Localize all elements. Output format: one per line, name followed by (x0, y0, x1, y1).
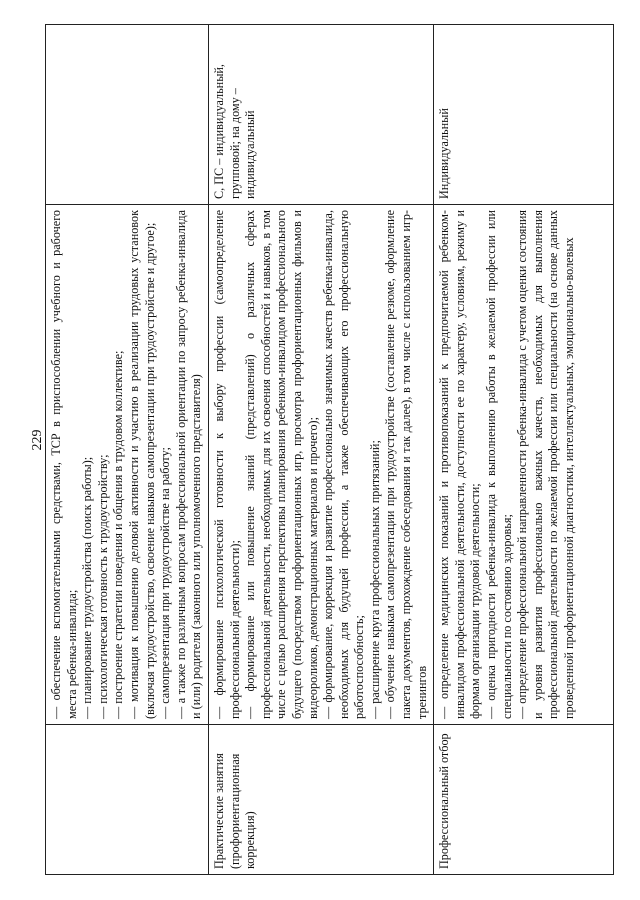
service-name-cell (434, 725, 614, 875)
service-form-cell (434, 25, 614, 205)
table-row (46, 25, 209, 875)
service-form: С, ПС – индивидуальный, групповой; на дому – индивидуальный (211, 64, 258, 199)
rotated-document (45, 25, 600, 875)
body-line: — формирование или повышение знаний (представлений) о различных сферах профессиональной деятельности, необходимых для их освоения способностей и навыков, в том числе с целью расширения перспективы планирования ребенком-инвалидом профессионального будущего (посредством профориентационных игр, просмотра профориентационных фильмов и видеороликов, демонстрационных материалов и прочего); (243, 210, 320, 719)
service-body-cell (208, 205, 433, 725)
service-name: Профессиональный отбор (437, 733, 452, 869)
body-line: — мотивация к повышению деловой активности и участию в реализации трудовых установок (включая трудоустройство, освоение навыков самопрезентации при трудоустройстве и другое); (126, 210, 157, 719)
table-row (434, 25, 614, 875)
body-line: — расширение круга профессиональных притязаний; (367, 440, 382, 719)
service-name: Практические занятия (профориентационная коррекция) (211, 753, 258, 869)
body-line: — обучение навыкам самопрезентации при трудоустройстве (составление резюме, оформление пакета документов, прохождение собеседования и так далее), в том числе с использованием игр-тренингов (383, 210, 429, 719)
body-line: — а также по различным вопросам профессиональной ориентации по запросу ребенка-инвалида и (или) родителя (законного или уполномоченного представителя) (173, 210, 204, 719)
page-number: 229 (30, 429, 45, 451)
body-line: — формирование психологической готовности к выбору профессии (самоопределение профессиональной деятельности); (211, 210, 242, 719)
body-line: — формирование, коррекция и развитие профессионально значимых качеств ребенка-инвалида, необходимых для будущей профессии, а также обеспечивающих его профессиональную работоспособность; (321, 210, 367, 719)
service-name-cell (46, 725, 209, 875)
services-table (45, 24, 614, 875)
body-line: — оценка пригодности ребенка-инвалида к выполнению работы в желаемой профессии или специальности по состоянию здоровья; (484, 210, 514, 719)
service-form-cell (46, 25, 209, 205)
body-line: — определение медицинских показаний и противопоказаний к предпочитаемой ребенком-инвалидом профессиональной деятельности, доступности ее по характеру, условиям, режиму и формам организации трудовой деятельности; (437, 210, 483, 719)
body-line: — планирование трудоустройства (поиск работы); (80, 456, 95, 719)
service-body-cell (434, 205, 614, 725)
service-form-cell (208, 25, 433, 205)
body-line: — психологическая готовность к трудоустройству; (95, 454, 110, 719)
body-line: — построение стратегии поведения и общения в трудовом коллективе; (111, 350, 126, 719)
body-line: — определение профессиональной направленности ребенка-инвалида с учетом оценки состояния и уровня развития профессионально важных качеств, необходимых для выполнения профессиональной деятельности по желаемой профессии или специальности (на основе данных проведенной профориентационной диагностики, интеллектуальных, эмоционально-волевых (515, 210, 576, 719)
body-line: — самопрезентация при трудоустройстве на работу; (158, 447, 173, 719)
table-row (208, 25, 433, 875)
service-body-cell (46, 205, 209, 725)
service-name-cell (208, 725, 433, 875)
body-line: — обеспечение вспомогательными средствами, ТСР в приспособлении учебного и рабочего места ребенка-инвалида; (49, 210, 79, 719)
service-form: Индивидуальный (437, 108, 452, 199)
